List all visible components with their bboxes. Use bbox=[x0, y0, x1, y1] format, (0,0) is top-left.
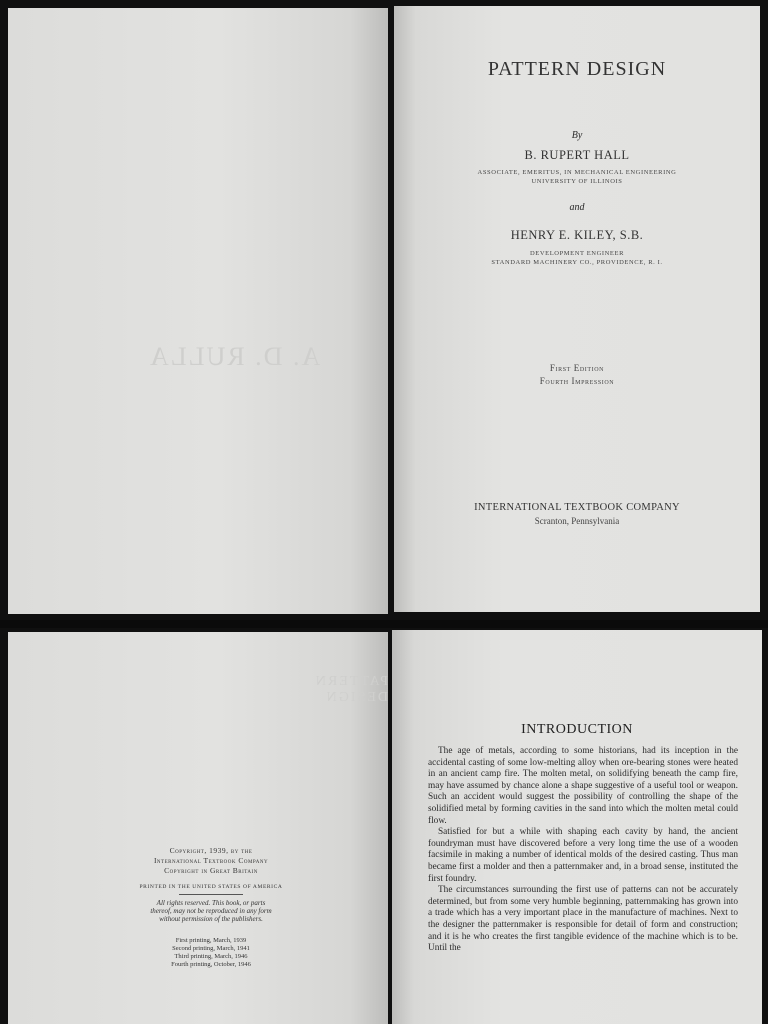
printed-in-usa: PRINTED IN THE UNITED STATES OF AMERICA bbox=[139, 884, 283, 890]
copyright-page bbox=[8, 632, 388, 1024]
paragraph: Satisfied for but a while with shaping each cavity by hand, the ancient foundryman must have discovered before a very long time the use of a wooden facsimile in making a number of identical molds of the desired casting. Thus man became first a molder and then a patternmaker and, in a broad sense, instituted the first foundry. bbox=[428, 827, 738, 884]
publisher-name: INTERNATIONAL TEXTBOOK COMPANY bbox=[474, 502, 680, 513]
bleed-through-text: A. D. RULLA bbox=[148, 342, 321, 371]
publisher-city: Scranton, Pennsylvania bbox=[534, 516, 620, 526]
paragraph: The age of metals, according to some historians, had its inception in the accidental casting of some low-melting alloy when ore-bearing stones were heated in an ancient camp fire. The molten metal, on solidifying beneath the camp fire, may have assumed by chance alone a shape suggestive of a useful tool or weapon. Such an accident would suggest the possibility of controlling the shape of the solidified metal by forming cavities in the sand into which the molten metal could flow. bbox=[428, 746, 738, 826]
author2-name: HENRY E. KILEY, S.B. bbox=[510, 228, 644, 242]
bottom-book-spread bbox=[0, 628, 768, 1024]
book-title: PATTERN DESIGN bbox=[487, 58, 667, 80]
author1-affiliation-line2: UNIVERSITY OF ILLINOIS bbox=[531, 178, 623, 185]
edition-label bbox=[394, 362, 760, 388]
rights-line3: without permission of the publishers. bbox=[159, 915, 263, 923]
copyright-line1: Copyright, 1939, by the bbox=[169, 846, 253, 855]
author2-affiliation-line1: DEVELOPMENT ENGINEER bbox=[529, 250, 625, 257]
printing-line4: Fourth printing, October, 1946 bbox=[171, 961, 251, 968]
introduction-heading: INTRODUCTION bbox=[521, 722, 633, 737]
title-page bbox=[394, 6, 760, 612]
printing-line3: Third printing, March, 1946 bbox=[174, 953, 248, 960]
printing-line1: First printing, March, 1939 bbox=[175, 937, 247, 944]
copyright-line2: International Textbook Company bbox=[153, 856, 269, 865]
bleed-through-text: PATTERN DESIGN bbox=[313, 674, 388, 705]
copyright-line3: Copyright in Great Britain bbox=[164, 866, 258, 875]
printing-line2: Second printing, March, 1941 bbox=[172, 945, 250, 952]
edition-line: First Edition bbox=[549, 363, 605, 373]
divider bbox=[179, 894, 243, 895]
paragraph: The circumstances surrounding the first use of patterns can not be accurately determined, but from some very humble beginning, patternmaking has grown into a trade which has a very important place in the manufacture of machines. Next to the designer the patternmaker is responsible for detail of form and construction; and it is he who creates the first tangible evidence of the machine which is to be. Until the bbox=[428, 885, 738, 954]
blank-left-page bbox=[8, 8, 388, 614]
rights-line2: thereof, may not be reproduced in any form bbox=[150, 907, 272, 915]
impression-line: Fourth Impression bbox=[539, 376, 615, 386]
and-label: and bbox=[569, 202, 585, 213]
author1-affiliation-line1: ASSOCIATE, EMERITUS, IN MECHANICAL ENGINEERING bbox=[477, 169, 677, 176]
rights-line1: All rights reserved. This book, or parts bbox=[156, 899, 266, 907]
copyright-block bbox=[126, 846, 296, 969]
introduction-body bbox=[428, 746, 738, 955]
introduction-page bbox=[392, 630, 762, 1024]
author1-name: B. RUPERT HALL bbox=[524, 148, 630, 162]
by-label: By bbox=[571, 130, 583, 141]
author2-affiliation-line2: STANDARD MACHINERY CO., PROVIDENCE, R. I. bbox=[491, 259, 663, 266]
